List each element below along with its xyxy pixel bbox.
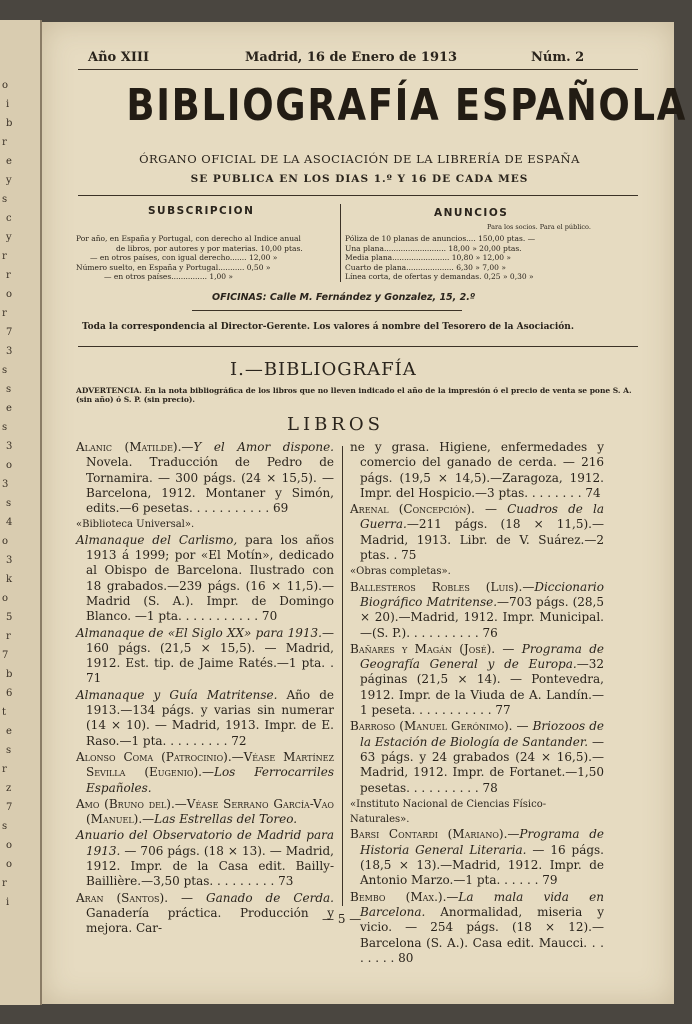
entry-details: Ganadería práctica. Producción y mejora. Car-: [86, 905, 334, 936]
book-entry: [350, 719, 604, 795]
entry-title: Anuario del Observatorio de Madrid para 1913.: [76, 828, 334, 858]
entry-details: Novela. Traducción de Pedro de Tornamira. — 300 págs. (24 × 15,5). — Barcelona, 1912. Montaner y Simón, edits.—6 pesetas. . . . . . . . . . . 69: [86, 455, 334, 516]
margin-fragment: 3: [2, 479, 9, 490]
book-entry: [76, 440, 334, 516]
entry-details: —703 págs. (28,5 × 20).—Madrid, 1912. Impr. Municipal. —(S. P.). . . . . . . . . . 76: [360, 594, 604, 640]
entry-author: Bañares y Magán (José). —: [350, 641, 522, 656]
margin-fragment: r: [2, 878, 7, 889]
advertencia-note: ADVERTENCIA. En la nota bibliográfica de los libros que no lleven indicado el año de la impresión ó el precio de venta se pone S. A. (sin año) ó S. P. (sin precio).: [76, 386, 632, 404]
margin-fragment: z: [6, 783, 12, 794]
book-entry: [76, 626, 334, 687]
margin-fragment: s: [6, 498, 12, 509]
margin-fragment: r: [6, 631, 11, 642]
margin-fragment: e: [6, 156, 12, 167]
book-entry: [350, 890, 604, 966]
entry-author: Arenal (Concepción). —: [350, 502, 508, 517]
margin-fragment: 7: [2, 650, 9, 661]
entry-details: Año de 1913.—134 págs. y varias sin numerar (14 × 10). — Madrid, 1913. Impr. de E. Raso.—1 pta. . . . . . . . . 72: [86, 687, 334, 748]
book-entry: [350, 642, 604, 718]
book-entry: [76, 750, 334, 796]
margin-fragment: 7: [6, 327, 13, 338]
margin-fragment: 3: [6, 441, 13, 452]
publication-schedule: SE PUBLICA EN LOS DIAS 1.º Y 16 DE CADA MES: [190, 173, 529, 185]
entry-details: — 706 págs. (18 × 13). — Madrid, 1912. Impr. de la Casa edit. Bailly-Baillière.—3,50 ptas. . . . . . . . . 73: [86, 843, 334, 889]
margin-fragment: s: [2, 821, 8, 832]
margin-fragment: o: [2, 593, 9, 604]
margin-fragment: o: [6, 859, 13, 870]
ads-line: Línea corta, de ofertas y demandas. 0,25 » 0,30 »: [345, 272, 534, 281]
entry-title: Cuadros de la Guerra.: [360, 502, 604, 532]
entry-details: —160 págs. (21,5 × 15,5). — Madrid, 1912. Est. tip. de Jaime Ratés.—1 pta. . 71: [86, 625, 334, 686]
margin-fragment: 3: [6, 346, 13, 357]
entry-details: ne y grasa. Higiene, enfermedades y comercio del ganado de cerda. — 216 págs. (19,5 × 14,5).—Zaragoza, 1912. Impr. del Hospicio.—3 ptas. . . . . . . . 74: [350, 440, 604, 500]
entry-details: Anormalidad, miseria y vicio. — 254 págs. (18 × 12).—Barcelona (S. A.). Casa edit. Maucci. . . . . . . . 80: [360, 904, 604, 965]
issue-year: Año XIII: [88, 50, 150, 65]
margin-fragment: c: [6, 213, 12, 224]
entry-details: —63 págs. y 24 grabados (24 × 16,5).— Madrid, 1912. Impr. de Fortanet.—1,50 pesetas. . . . . . . . . . 78: [360, 734, 604, 795]
series-note: «Obras completas».: [350, 566, 451, 578]
entry-title: Almanaque del Carlismo,: [76, 532, 238, 547]
book-entry: [76, 797, 334, 828]
subscription-line: Por año, en España y Portugal, con derecho al Indice anual: [76, 234, 301, 243]
margin-fragment: e: [6, 726, 12, 737]
entry-details: para los años 1913 á 1999; por «El Motín», dedicado al Obispo de Barcelona. Ilustrado con 18 grabados.—239 págs. (16 × 11,5).—Madrid (S. A.). Impr. de Domingo Blanco. —1 pta. . . . . . . . . . . 70: [86, 532, 334, 624]
margin-fragment: r: [2, 137, 7, 148]
entry-details: —32 páginas (21,5 × 14). — Pontevedra, 1912. Impr. de la Viuda de A. Landín.—1 peseta. . . . . . . . . . . 77: [360, 657, 604, 718]
entry-details: — 16 págs. (18,5 × 13).—Madrid, 1912. Impr. de Antonio Marzo.—1 pta. . . . . . 79: [360, 842, 604, 888]
margin-fragment: r: [2, 308, 7, 319]
header-rule: [78, 69, 638, 70]
entry-title: Briozoos de la Estación de Biología de Santander.: [360, 719, 604, 749]
entry-title: Los Ferrocarriles Españoles.: [86, 765, 335, 795]
ads-line: Póliza de 10 planas de anuncios.... 150,00 ptas. —: [345, 234, 536, 243]
margin-fragment: y: [6, 232, 12, 243]
margin-fragment: 7: [6, 802, 13, 813]
entry-title: Diccionario Biográfico Matritense.: [360, 579, 604, 609]
issue-number: Núm. 2: [531, 50, 585, 65]
entry-title: Almanaque de «El Siglo XX» para 1913.: [76, 625, 322, 640]
margin-fragment: 6: [6, 688, 13, 699]
subscription-line: — en otros países............... 1,00 »: [104, 272, 234, 281]
entry-title: Las Estrellas del Toreo.: [154, 812, 298, 827]
subscription-line: Número suelto, en España y Portugal........... 0,50 »: [76, 262, 271, 272]
correspondence-rule: [78, 346, 638, 347]
entry-title: Ganado de Cerda.: [206, 890, 334, 905]
book-entry: [76, 891, 334, 937]
book-entry: [76, 533, 334, 625]
entry-author: Barsi Contardi (Mariano).—: [350, 827, 520, 842]
margin-fragment: k: [6, 574, 13, 585]
subscription-line: — en otros países, con igual derecho....... 12,00 »: [90, 253, 278, 262]
margin-fragment: s: [2, 194, 8, 205]
page-folio: — 5 —: [322, 912, 362, 926]
book-entry: [350, 827, 604, 888]
column-divider: [342, 446, 343, 906]
correspondence-note: Toda la correspondencia al Director-Gerente. Los valores á nombre del Tesorero de la Asociación.: [82, 322, 574, 332]
book-entry: [76, 688, 334, 749]
ads-lines: [345, 234, 535, 282]
margin-fragment: 3: [6, 555, 13, 566]
entry-details: —211 págs. (18 × 11,5).—Madrid, 1913. Libr. de V. Suárez.—2 ptas. . 75: [360, 517, 604, 563]
entry-author: Alanic (Matilde).—: [76, 440, 194, 454]
margin-fragment: s: [6, 384, 12, 395]
subscription-heading: SUBSCRIPCION: [148, 205, 255, 217]
entry-title: Almanaque y Guía Matritense.: [76, 687, 278, 702]
subscription-lines: [76, 234, 303, 282]
margin-fragment: t: [2, 707, 7, 718]
margin-fragment: y: [6, 175, 12, 186]
subscription-line: de libros, por autores y por materias. 10,00 ptas.: [116, 243, 303, 253]
ads-line: Media plana........................ 10,80 » 12,00 »: [345, 253, 512, 262]
book-entry: [350, 502, 604, 563]
margin-fragment: i: [6, 99, 10, 110]
section-title: I.—BIBLIOGRAFÍA: [230, 359, 417, 380]
book-entry: [350, 440, 604, 501]
offices-address: OFICINAS: Calle M. Fernández y Gonzalez, 15, 2.º: [212, 292, 476, 303]
ads-line: Una plana.......................... 18,00 » 20,00 ptas.: [345, 243, 522, 253]
masthead-rule: [78, 195, 638, 196]
entry-title: Y el Amor dispone.: [193, 440, 334, 454]
margin-fragment: o: [6, 289, 13, 300]
entry-title: Programa de Geografía General y de Europa.: [360, 641, 605, 672]
issue-date: Madrid, 16 de Enero de 1913: [245, 50, 458, 65]
column-divider: [340, 204, 341, 282]
left-column: [76, 440, 334, 938]
margin-fragment: r: [2, 251, 7, 262]
margin-fragment: 4: [6, 517, 13, 528]
margin-fragment: o: [2, 80, 9, 91]
margin-fragment: o: [2, 536, 9, 547]
book-entry: [350, 580, 604, 641]
margin-fragment: b: [6, 669, 13, 680]
margin-fragment: 5: [6, 612, 13, 623]
series-note: «Instituto Nacional de Ciencias Físico-Naturales».: [350, 798, 547, 826]
entry-title: Programa de Historia General Literaria.: [360, 827, 604, 857]
margin-fragment: s: [2, 422, 8, 433]
margin-fragment: s: [6, 745, 12, 756]
margin-fragment: i: [6, 897, 10, 908]
document-page: [42, 22, 688, 1004]
margin-fragment: s: [2, 365, 8, 376]
margin-fragment: e: [6, 403, 12, 414]
margin-fragment: b: [6, 118, 13, 129]
ads-column-headers: Para los socios. Para el público.: [487, 223, 591, 231]
entry-author: Barroso (Manuel Gerónimo). —: [350, 719, 533, 734]
series-note: «Biblioteca Universal».: [76, 519, 195, 531]
entry-author: Bembo (Max.).—: [350, 889, 459, 904]
margin-fragment: r: [2, 764, 7, 775]
offices-rule: [192, 310, 462, 311]
right-column: [350, 440, 604, 967]
ads-line: Cuarto de plana.................... 6,30 » 7,00 »: [345, 262, 506, 272]
entry-author: Aran (Santos). —: [76, 890, 207, 905]
ads-heading: ANUNCIOS: [434, 207, 509, 219]
organo-line: ÓRGANO OFICIAL DE LA ASOCIACIÓN DE LA LIBRERÍA DE ESPAÑA: [139, 152, 580, 166]
entry-author: Amo (Bruno del).—Véase Serrano García-Vao (Manuel).—: [76, 796, 334, 827]
page-title: BIBLIOGRAFÍA ESPAÑOLA: [126, 80, 688, 131]
margin-fragment: o: [6, 460, 13, 471]
margin-fragment: o: [6, 840, 13, 851]
margin-fragment: r: [6, 270, 11, 281]
previous-page-edge: [0, 20, 42, 1005]
entry-author: Ballesteros Robles (Luis).—: [350, 579, 535, 594]
libros-heading: LIBROS: [287, 414, 384, 435]
book-entry: [76, 828, 334, 889]
entry-title: La mala vida en Barcelona.: [360, 889, 604, 919]
entry-author: Alonso Coma (Patrocinio).—Véase Martínez Sevilla (Eugenio).—: [76, 749, 334, 780]
